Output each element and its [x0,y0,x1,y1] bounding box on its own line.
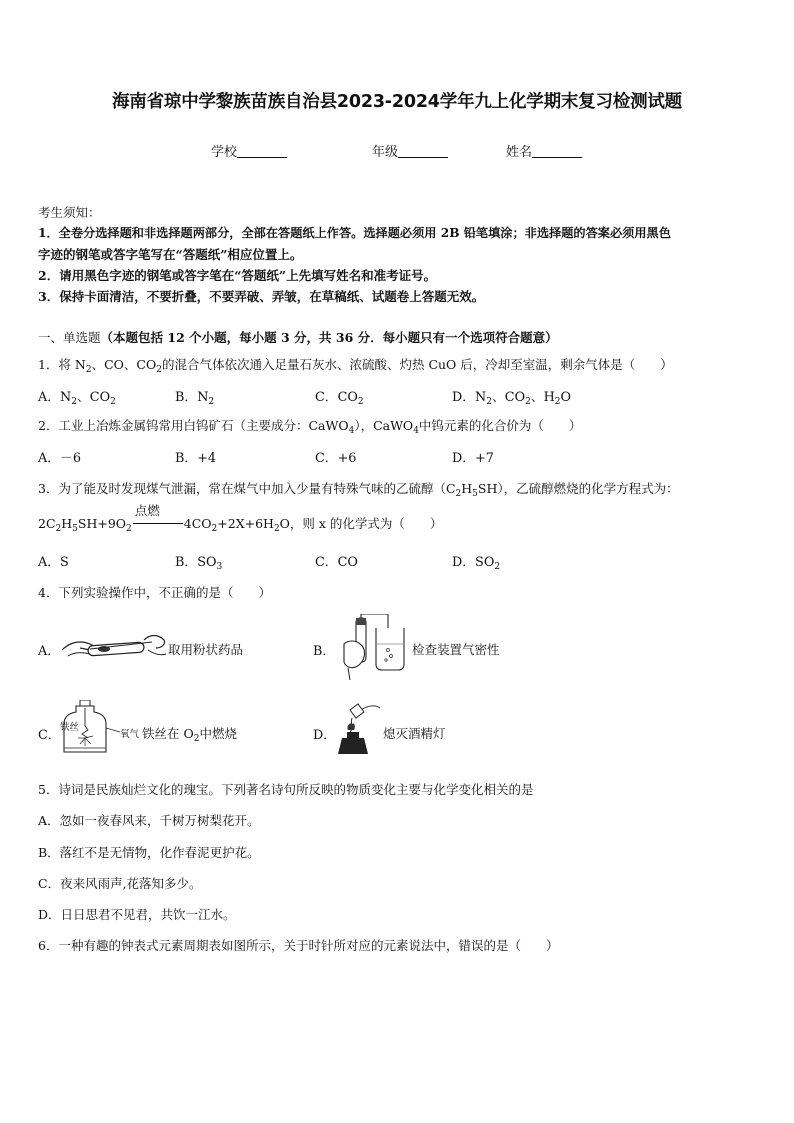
reaction-condition: 点燃 [134,503,160,518]
q1-option-d[interactable]: D．$N_2$、$CO_2$、$H_2O$ [452,390,572,407]
notice-item-2: 2．请用黑色字迹的钢笔或答字笔在“答题纸”上先填写姓名和准考证号。 [38,268,437,283]
section-1-heading: 一、单选题（本题包括 12 个小题，每小题 3 分，共 36 分．每小题只有一个选项符合题意） [38,330,558,345]
alcohol-lamp-illustration [336,700,382,758]
q4-option-c-letter[interactable]: C． [38,728,61,743]
q3-option-b[interactable]: B．$SO_3$ [175,555,223,572]
q1-option-c[interactable]: C．$CO_2$ [315,390,364,407]
q1-option-b[interactable]: B．$N_2$ [175,390,215,407]
q2-option-a[interactable]: A．－6 [38,451,81,466]
q3-option-c[interactable]: C．CO [315,555,358,570]
q4-option-b-letter[interactable]: B． [313,644,336,659]
q4-option-c-label: 铁丝在 $O_2$中燃烧 [142,726,237,744]
notice-heading: 考生须知： [38,205,101,220]
q4-option-d-letter[interactable]: D． [313,728,337,743]
school-field: 学校 [211,141,287,160]
grade-field: 年级 [372,141,448,160]
q5-option-b[interactable]: B．落红不是无情物，化作春泥更护花。 [38,845,260,860]
question-5: 5．诗词是民族灿烂文化的瑰宝。下列著名诗句所反映的物质变化主要与化学变化相关的是 [38,782,534,797]
q5-option-d[interactable]: D．日日思君不见君，共饮一江水。 [38,907,236,922]
name-blank[interactable] [532,145,582,158]
notice-item-3: 3．保持卡面清洁，不要折叠，不要弄破、弄皱，在草稿纸、试题卷上答题无效。 [38,289,485,304]
q2-option-c[interactable]: C．+6 [315,451,357,466]
grade-blank[interactable] [398,145,448,158]
q4-option-a-label: 取用粉状药品 [168,642,244,657]
question-4: 4．下列实验操作中，不正确的是（ ） [38,585,271,600]
q4-option-a-letter[interactable]: A． [38,644,61,659]
reaction-arrow [132,503,184,531]
q3-option-d[interactable]: D．$SO_2$ [452,555,501,572]
question-6: 6．一种有趣的钟表式元素周期表如图所示，关于时针所对应的元素说法中，错误的是（ ） [38,938,559,953]
q2-option-b[interactable]: B．+4 [175,451,217,466]
question-1: 1．将 $N_2$、CO、$CO_2$的混合气体依次通入足量石灰水、浓硫酸、灼热 CuO 后，冷却至室温，剩余气体是（ ） [38,357,673,375]
question-3-line-1: 3．为了能及时发现煤气泄漏，常在煤气中加入少量有特殊气味的乙硫醇$(C_2H_5SH)$，乙硫醇燃烧的化学方程式为： [38,481,679,499]
page-title: 海南省琼中学黎族苗族自治县2023-2024学年九上化学期末复习检测试题 [112,92,682,112]
q1-option-a[interactable]: A．$N_2$、$CO_2$ [38,390,116,407]
notice-item-1b: 字迹的钢笔或答字笔写在“答题纸”相应位置上。 [38,247,303,262]
question-2: 2．工业上冶炼金属钨常用白钨矿石（主要成分：CaWO$_4$），CaWO$_4$中钨元素的化合价为（ ） [38,418,582,436]
notice-item-1a: 1．全卷分选择题和非选择题两部分，全部在答题纸上作答。选择题必须用 2B 铅笔填涂；非选择题的答案必须用黑色 [38,226,671,240]
school-blank[interactable] [237,145,287,158]
q4-option-d-label: 熄灭酒精灯 [383,726,446,741]
q5-option-c[interactable]: C．夜来风雨声,花落知多少。 [38,876,202,891]
oxygen-tag: 氧气 [120,729,140,740]
iron-wire-tag: 铁丝 [60,722,80,733]
question-3-equation: $2C_2H_5SH+9O_2$ 点燃 $4CO_2+2X+6H_2O$，则 x 的化学式为（ ） [38,503,443,534]
q3-option-a[interactable]: A．S [38,555,69,570]
q5-option-a[interactable]: A．忽如一夜春风来，千树万树梨花开。 [38,813,260,828]
q4-option-b-label: 检查装置气密性 [412,642,500,657]
q2-option-d[interactable]: D．+7 [452,451,494,466]
name-field: 姓名 [506,141,582,160]
airtightness-check-illustration [336,614,408,684]
powder-spatula-illustration [60,628,168,666]
